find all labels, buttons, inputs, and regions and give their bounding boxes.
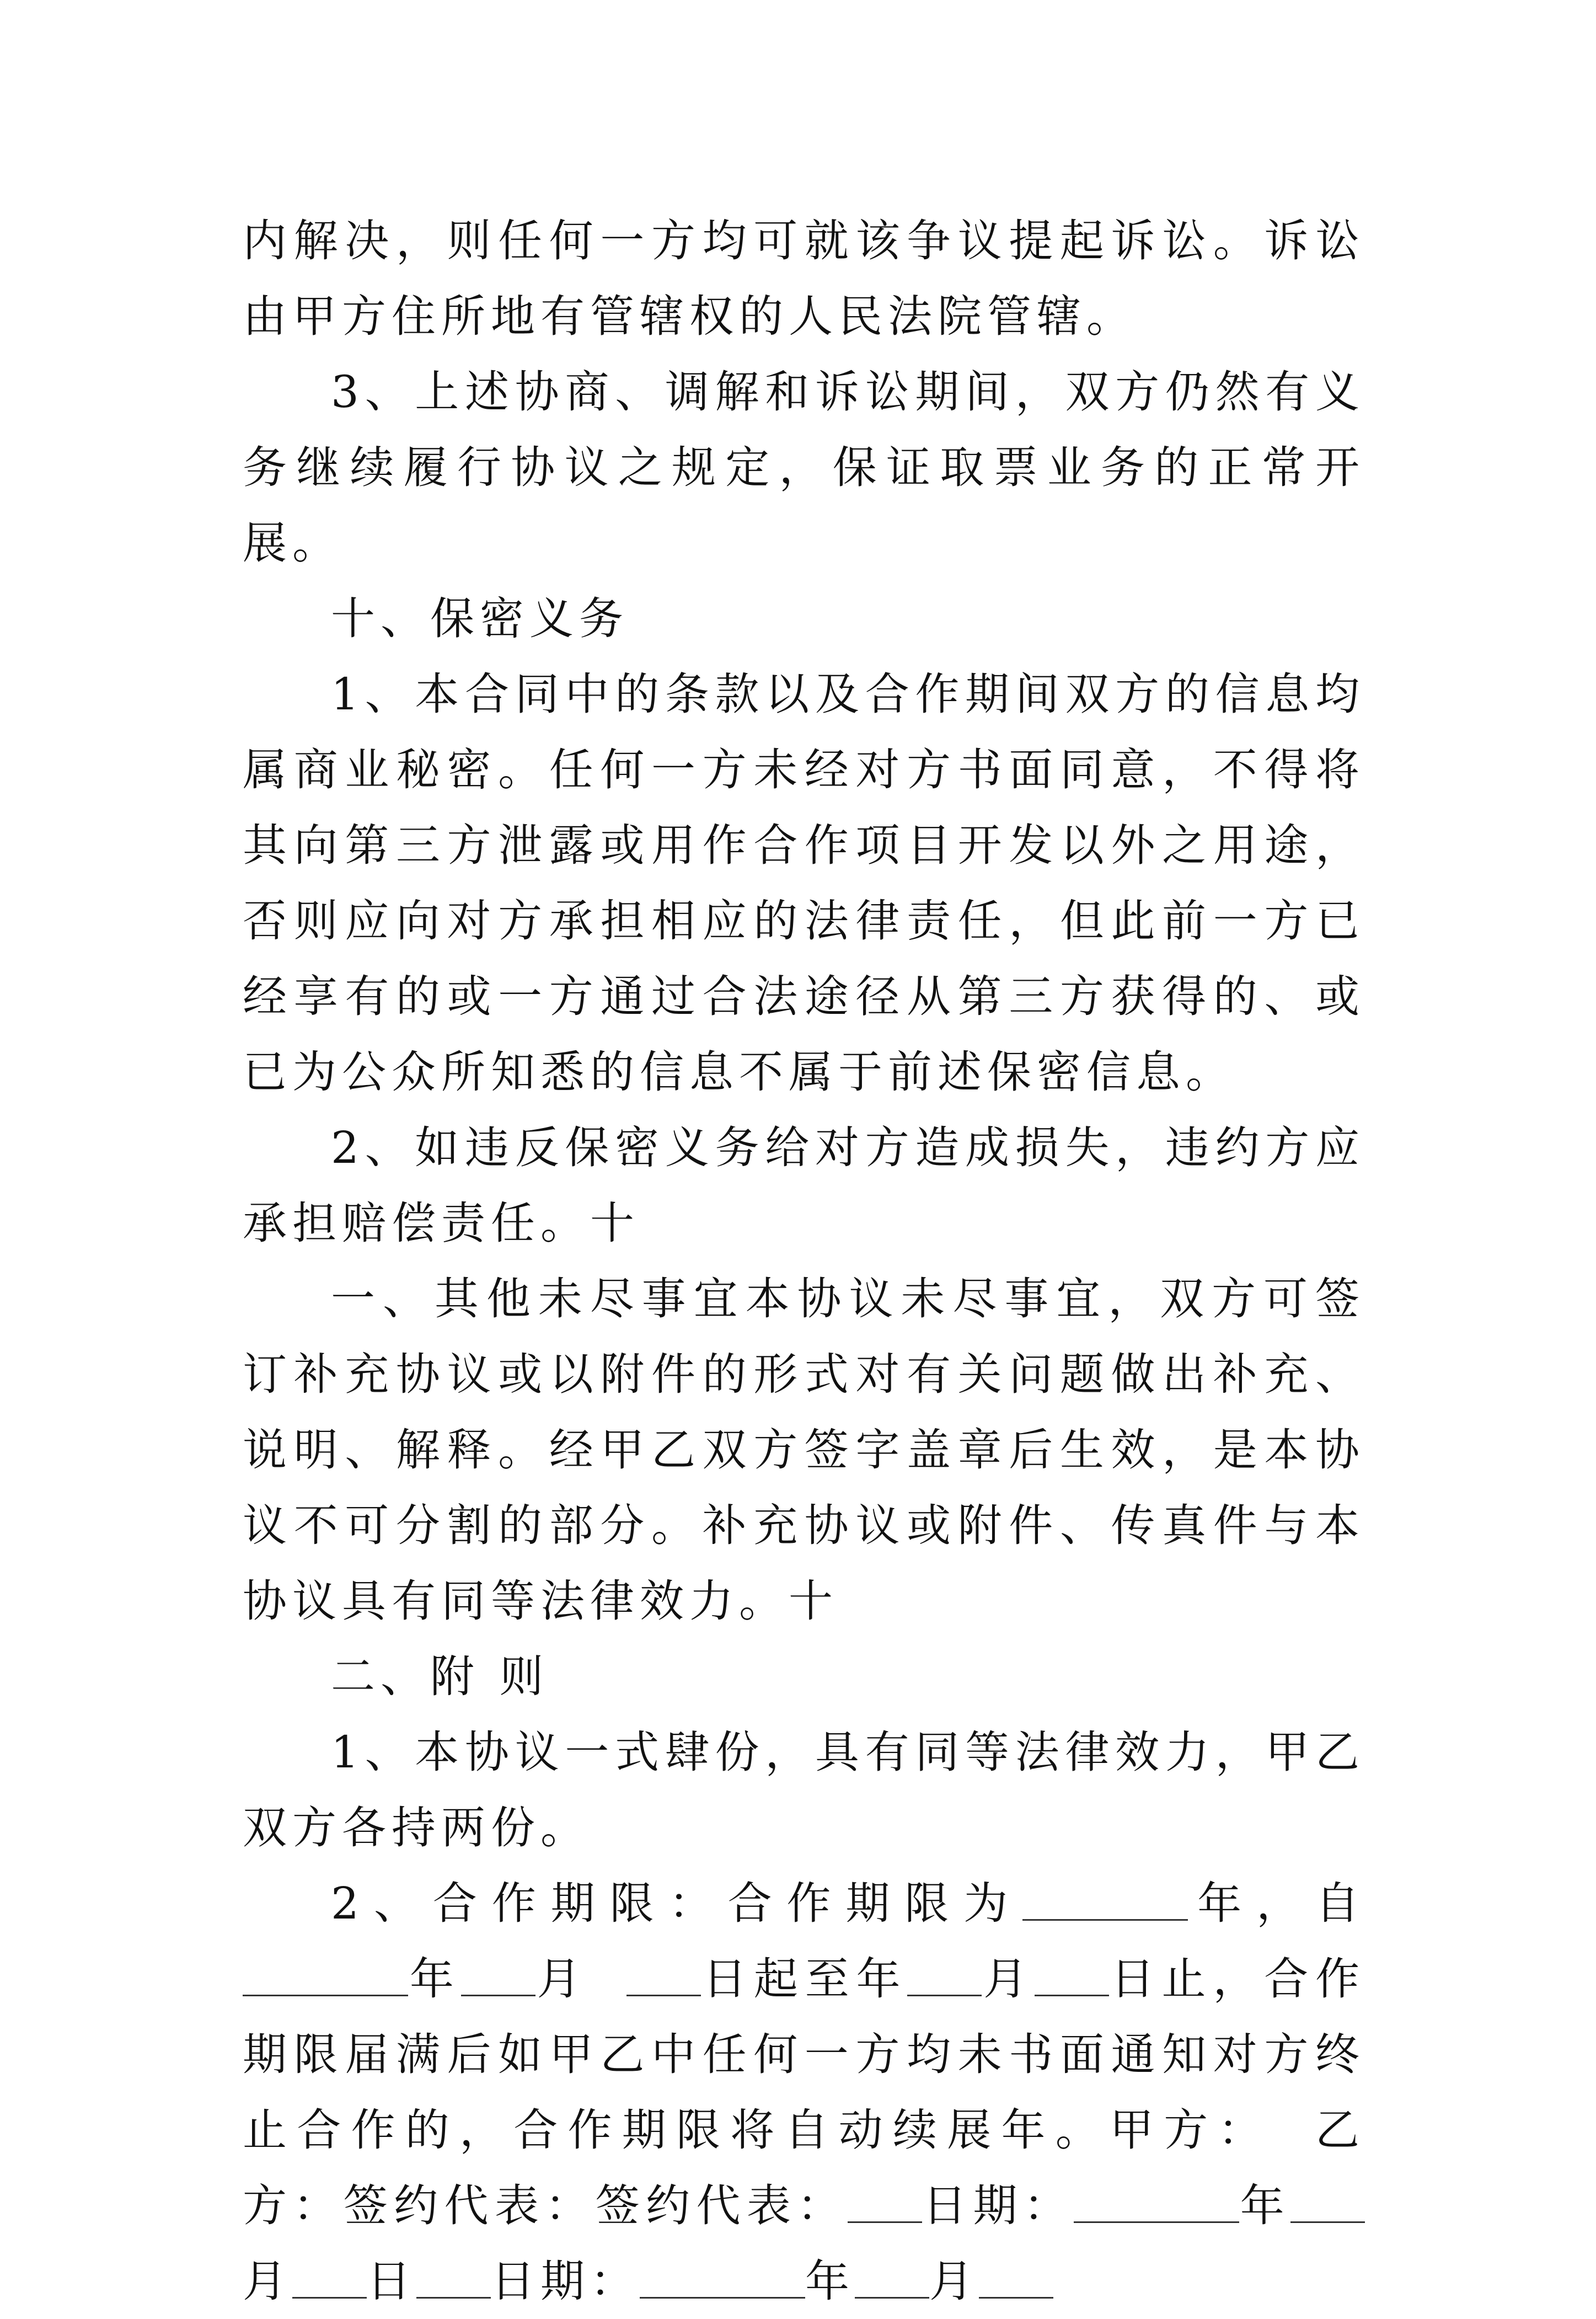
term-text: 日期： — [922, 2180, 1074, 2231]
paragraph-confidentiality-1: 1、本合同中的条款以及合作期间双方的信息均属商业秘密。任何一方未经对方书面同意，不得将其向第三方泄露或用作合作项目开发以外之用途，否则应向对方承担相应的法律责任，但此前一方已经享有的或一方通过合法途径从第三方获得的、或已为公众所知悉的信息不属于前述保密信息。 — [243, 669, 1365, 1098]
fill-blank — [640, 2255, 805, 2299]
term-text: 月 — [243, 2256, 292, 2307]
fill-blank — [1074, 2179, 1239, 2223]
fill-blank — [979, 2255, 1053, 2299]
term-text: 年 — [1239, 2180, 1291, 2231]
fill-blank — [416, 2255, 491, 2299]
fill-blank — [243, 1953, 408, 1996]
term-text: 月 — [982, 1953, 1035, 2005]
term-text: 乙方：签约代表：签约代表： — [243, 2104, 1365, 2231]
paragraph-other-matters: 一、其他未尽事宜本协议未尽事宜，双方可签订补充协议或以附件的形式对有关问题做出补充、说明、解释。经甲乙双方签字盖章后生效，是本协议不可分割的部分。补充协议或附件、传真件与本协议具有同等法律效力。十 — [243, 1273, 1365, 1627]
term-text: 2、合作期限：合作期限为 — [331, 1878, 1023, 1929]
term-text: 月 — [929, 2256, 979, 2307]
term-text: 日 — [367, 2256, 416, 2307]
heading-supplementary-provisions: 二、附 则 — [331, 1651, 549, 1702]
term-text: 年 — [408, 1953, 461, 2005]
fill-blank — [626, 1953, 701, 1996]
paragraph-confidentiality-2: 2、如违反保密义务给对方造成损失，违约方应承担赔偿责任。十 — [243, 1122, 1365, 1249]
heading-confidentiality: 十、保密义务 — [331, 593, 629, 644]
term-text: 年 — [805, 2256, 855, 2307]
fill-blank — [855, 2255, 929, 2299]
paragraph-dispute-litigation: 内解决，则任何一方均可就该争议提起诉讼。诉讼由甲方住所地有管辖权的人民法院管辖。 — [243, 215, 1365, 342]
fill-blank — [461, 1953, 535, 1996]
fill-blank — [292, 2255, 367, 2299]
term-text: 日期： — [491, 2256, 640, 2307]
paragraph-copies: 1、本协议一式肆份，具有同等法律效力，甲乙双方各持两份。 — [243, 1727, 1365, 1853]
fill-blank — [1022, 1877, 1188, 1921]
term-text: 日止，合作期限届满后如甲乙中任何一方均未书面通知对方终止合作的，合作期限将自动续展年。甲方： — [243, 1953, 1365, 2156]
term-text: 年，自 — [1188, 1878, 1365, 1929]
fill-blank — [907, 1953, 982, 1996]
paragraph-obligation-continue: 3、上述协商、调解和诉讼期间，双方仍然有义务继续履行协议之规定，保证取票业务的正常开展。 — [243, 366, 1365, 569]
fill-blank — [1035, 1953, 1109, 1996]
fill-blank — [1290, 2179, 1365, 2223]
paragraph-cooperation-term — [243, 1866, 1365, 2319]
document-page — [243, 203, 1365, 2319]
fill-blank — [848, 2179, 922, 2223]
term-text: 日起至年 — [701, 1953, 908, 2005]
term-text: 月 — [535, 1953, 588, 2005]
